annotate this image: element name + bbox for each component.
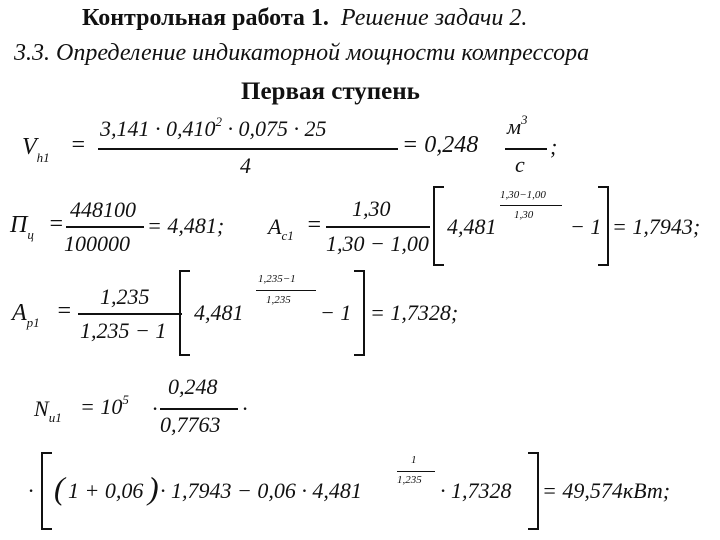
vh-semicolon: ; (550, 134, 558, 159)
ap-base: 4,481 (194, 300, 244, 325)
ap-left-bracket (178, 270, 192, 356)
ac-right-bracket (596, 186, 610, 266)
subtitle: 3.3. Определение индикаторной мощности компрессора (14, 40, 590, 66)
ap-exp-bar (256, 290, 316, 291)
ap-result: = 1,7328; (370, 300, 459, 325)
final-exp-denominator: 1,235 (397, 474, 422, 486)
pi-result: = 4,481; (147, 213, 225, 238)
n-dot-end: · (242, 396, 248, 421)
n-lhs: $N_{и1}$ (34, 396, 62, 425)
ap-right-bracket (352, 270, 366, 356)
ac-lhs: $A_{c1}$ (268, 214, 294, 243)
ap-minus-one: − 1 (320, 300, 352, 325)
ap-fraction-bar (78, 313, 182, 315)
n-denominator: 0,7763 (160, 412, 221, 437)
ap-numerator: 1,235 (100, 284, 150, 309)
ac-exp-numerator: 1,30−1,00 (500, 189, 546, 201)
ac-base: 4,481 (447, 214, 497, 239)
final-exp-numerator: 1 (411, 454, 417, 466)
section-heading: Первая ступень (241, 78, 420, 105)
vh-unit-bar (505, 148, 547, 150)
ap-exp-numerator: 1,235−1 (258, 273, 296, 285)
vh-equals: = (70, 132, 87, 158)
pi-lhs: $П_ц$ (10, 212, 34, 242)
pi-equals: = (48, 211, 65, 237)
ap-equals: = (56, 298, 73, 324)
n-fraction-bar (160, 408, 238, 410)
vh-denominator: 4 (240, 153, 251, 178)
final-right-bracket (526, 452, 540, 530)
final-tail: · 1,7328 (440, 478, 512, 503)
vh-numerator: $3,141 \cdot 0,410^2 \cdot 0,075 \cdot 25$ (100, 114, 327, 141)
vh-lhs: $V_{h1}$ (22, 134, 50, 165)
ac-minus-one: − 1 (570, 214, 602, 239)
pi-denominator: 100000 (64, 231, 130, 256)
final-middle: · 1,7943 − 0,06 · 4,481 (160, 478, 362, 503)
n-ten: = $10^5$ (80, 392, 129, 419)
ap-denominator: 1,235 − 1 (80, 318, 167, 343)
final-dot-start: · (28, 478, 34, 503)
ac-result: = 1,7943; (612, 214, 701, 239)
final-result: = 49,574кВт; (542, 478, 671, 503)
vh-result: = 0,248 (402, 132, 479, 158)
pi-numerator: 448100 (70, 197, 136, 222)
final-exp-bar (397, 471, 435, 472)
ac-numerator: 1,30 (352, 196, 391, 221)
vh-unit-numerator: $м^3$ (507, 112, 528, 139)
final-paren-open: ( (54, 470, 65, 506)
final-left-bracket (40, 452, 54, 530)
n-numerator: 0,248 (168, 374, 218, 399)
final-paren-close: ) (148, 470, 159, 506)
ac-left-bracket (432, 186, 446, 266)
title-label: Контрольная работа 1. (82, 5, 329, 31)
ap-exp-denominator: 1,235 (266, 294, 291, 306)
ap-lhs: $A_{p1}$ (12, 300, 40, 330)
ac-equals: = (306, 212, 323, 238)
ac-exp-denominator: 1,30 (514, 209, 534, 221)
ac-exp-bar (500, 205, 562, 206)
title (82, 5, 527, 32)
final-sum: 1 + 0,06 (68, 478, 144, 503)
n-dot: · (152, 396, 158, 421)
vh-unit-denominator: с (515, 152, 525, 177)
ac-denominator: 1,30 − 1,00 (326, 231, 429, 256)
pi-fraction-bar (66, 226, 144, 228)
ac-fraction-bar (326, 226, 430, 228)
vh-fraction-bar (98, 148, 398, 150)
title-task: Решение задачи 2. (340, 5, 528, 31)
